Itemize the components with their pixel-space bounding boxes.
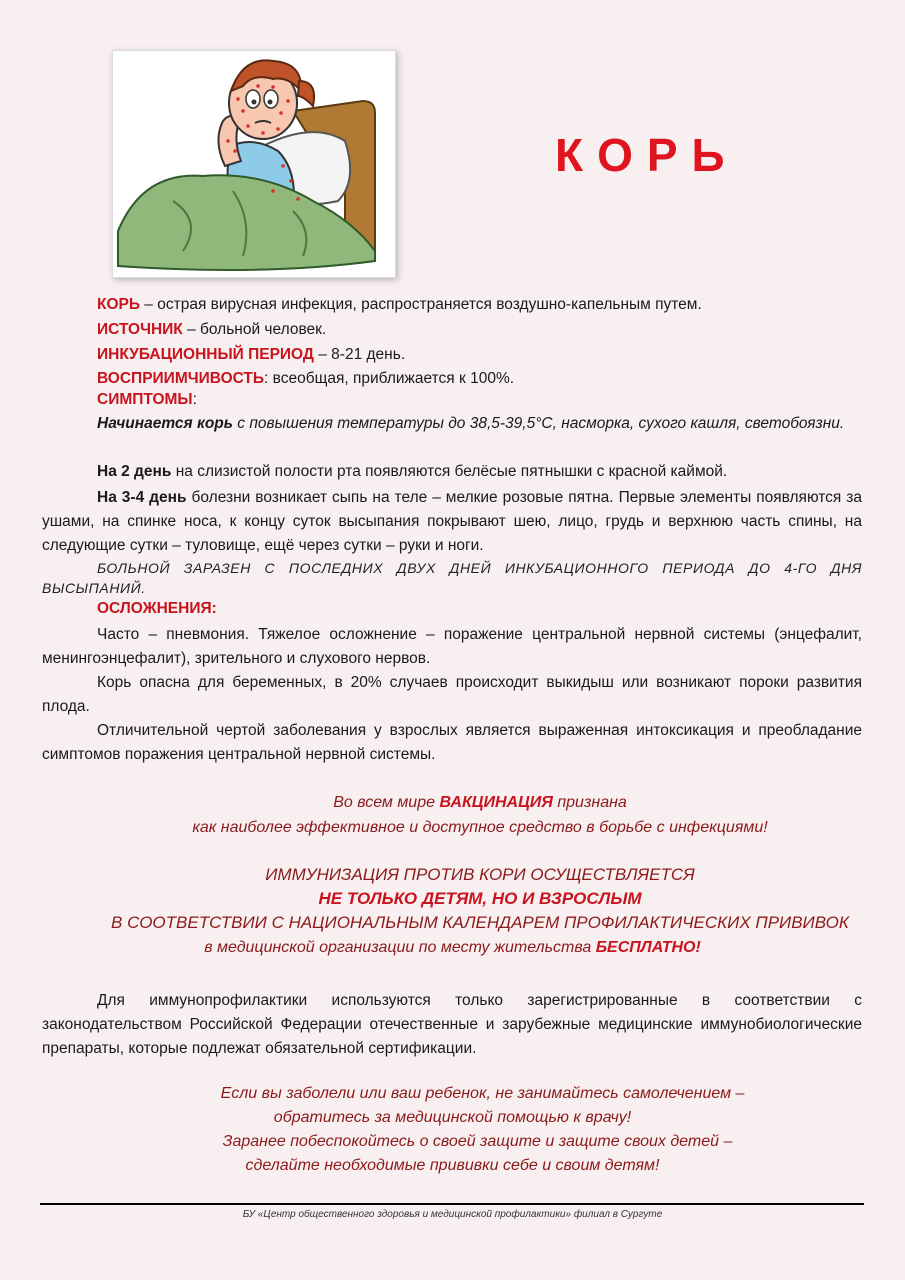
source-label: ИСТОЧНИК	[97, 321, 183, 338]
symptoms-onset-text: с повышения температуры до 38,5-39,5°С, насморка, сухого кашля, светобоязни.	[232, 415, 845, 432]
sick-child-drawing	[113, 51, 395, 277]
free-keyword: БЕСПЛАТНО!	[595, 939, 701, 956]
symptoms-paragraph-1	[42, 413, 862, 435]
vaccination-keyword: ВАКЦИНАЦИЯ	[439, 794, 553, 811]
footer-credit: БУ «Центр общественного здоровья и медицинской профилактики» филиал в Сургуте	[242, 1209, 663, 1220]
definition-line	[97, 295, 702, 315]
complications-paragraph-3: Отличительной чертой заболевания у взрослых является выраженная интоксикация и преобладание симптомов поражения центральной нервной системы.	[42, 722, 862, 763]
definition-text: – острая вирусная инфекция, распространяется воздушно-капельным путем.	[140, 296, 702, 313]
symptoms-heading	[97, 390, 197, 410]
sick-child-illustration	[112, 50, 396, 278]
susceptibility-line	[97, 369, 514, 389]
immunization-text-a: в медицинской организации по месту жительства	[204, 939, 596, 956]
preparations-paragraph: Для иммунопрофилактики используются только зарегистрированные в соответствии с законодательством Российской Федерации отечественные и зарубежные медицинские иммунобиологические препараты, которые подлежат обязательной сертификации.	[42, 992, 862, 1057]
vaccination-line-2: как наиболее эффективное и доступное средство в борьбе с инфекциями!	[192, 819, 768, 836]
advice-line-4: сделайте необходимые прививки себе и своим детям!	[245, 1157, 660, 1174]
immunization-line-3: В СООТВЕТСТВИИ С НАЦИОНАЛЬНЫМ КАЛЕНДАРЕМ ПРОФИЛАКТИЧЕСКИХ ПРИВИВОК	[111, 913, 849, 932]
footer-divider	[40, 1203, 864, 1205]
susceptibility-text: всеобщая, приближается к 100%.	[268, 370, 515, 387]
incubation-label: ИНКУБАЦИОННЫЙ ПЕРИОД	[97, 346, 314, 363]
incubation-text: – 8-21 день.	[313, 346, 406, 363]
advice-line-3: Заранее побеспокойтесь о своей защите и защите своих детей –	[222, 1133, 733, 1150]
symptoms-day2-label: На 2 день	[97, 463, 172, 480]
incubation-line	[97, 345, 405, 365]
immunization-line-4	[0, 938, 905, 958]
contagious-note: БОЛЬНОЙ ЗАРАЗЕН С ПОСЛЕДНИХ ДВУХ ДНЕЙ ИНКУБАЦИОННОГО ПЕРИОДА ДО 4-ГО ДНЯ ВЫСЫПАНИЙ.	[42, 560, 862, 596]
page-title: КОРЬ	[555, 129, 739, 181]
vaccination-text-c: признана	[552, 794, 627, 811]
source-line	[97, 320, 326, 340]
symptoms-day2-text: на слизистой полости рта появляются белёсые пятнышки с красной каймой.	[171, 463, 728, 480]
immunization-line-2: НЕ ТОЛЬКО ДЕТЯМ, НО И ВЗРОСЛЫМ	[318, 889, 642, 908]
vaccination-line-1	[0, 793, 905, 813]
immunization-line-1: ИММУНИЗАЦИЯ ПРОТИВ КОРИ ОСУЩЕСТВЛЯЕТСЯ	[265, 865, 695, 884]
complications-paragraph-2: Корь опасна для беременных, в 20% случаев происходит выкидыш или возникают пороки развития плода.	[42, 674, 862, 715]
symptoms-onset-label: Начинается корь	[97, 415, 233, 432]
advice-line-2: обратитесь за медицинской помощью к врачу!	[273, 1109, 632, 1126]
complications-label: ОСЛОЖНЕНИЯ:	[97, 600, 217, 617]
definition-label: КОРЬ	[97, 296, 140, 313]
advice-line-1: Если вы заболели или ваш ребенок, не занимайтесь самолечением –	[220, 1085, 745, 1102]
susceptibility-colon: :	[264, 370, 269, 387]
symptoms-paragraph-2	[97, 462, 727, 482]
susceptibility-label: ВОСПРИИМЧИВОСТЬ	[97, 370, 265, 387]
symptoms-label: СИМПТОМЫ	[97, 391, 193, 408]
symptoms-paragraph-3	[42, 486, 862, 558]
symptoms-colon: :	[192, 391, 197, 408]
symptoms-day34-label: На 3-4 день	[97, 489, 187, 506]
complications-paragraph-1: Часто – пневмония. Тяжелое осложнение – поражение центральной нервной системы (энцефалит, менингоэнцефалит), зрительного и слухового нервов.	[42, 626, 862, 667]
source-text: – больной человек.	[182, 321, 327, 338]
vaccination-text-a: Во всем мире	[333, 794, 440, 811]
symptoms-day34-text: болезни возникает сыпь на теле – мелкие розовые пятна. Первые элементы появляются за ушами, на спинке носа, к концу суток высыпания покрывают шею, лицо, грудь и верхнюю часть спины, на следующие сутки – туловище, ещё через сутки – руки и ноги.	[42, 489, 863, 554]
